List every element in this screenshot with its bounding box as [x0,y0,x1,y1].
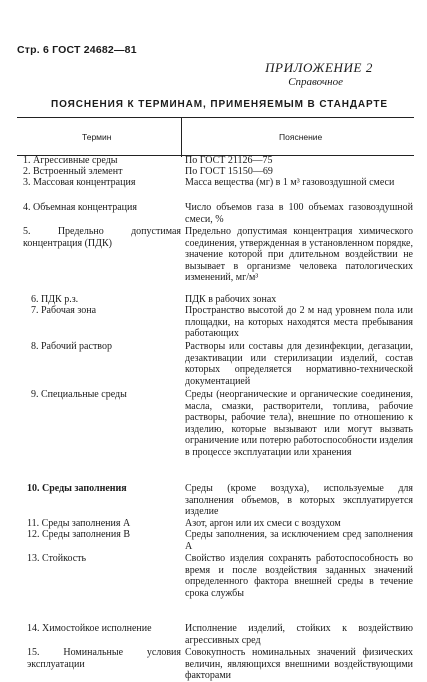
term-cell: 3. Массовая концентрация [23,177,136,188]
term-cell: 6. ПДК р.з. [31,294,79,305]
explanation-cell: Среды (кроме воздуха), используемые для заполнения объемов, в которых эксплуатируется изделие [185,483,413,518]
explanation-cell: Масса вещества (мг) в 1 м³ газовоздушной смеси [185,177,395,188]
appendix-label: ПРИЛОЖЕНИЕ 2 [265,60,373,75]
term-cell: 5. Предельно допустимая концентрация (ПДК) [23,226,181,249]
term-cell: 11. Среды заполнения А [27,518,131,529]
explanation-cell: ПДК в рабочих зонах [185,294,277,305]
appendix-type: Справочное [288,76,343,88]
explanation-cell: Растворы или составы для дезинфекции, дегазации, дезактивации или стерилизации изделий, состав которых определяется нормативно-технической документацией [185,341,413,387]
term-cell: 10. Среды заполнения [27,483,127,494]
explanation-cell: Предельно допустимая концентрация химического соединения, утвержденная в установленном порядке, значение которой при длительном воздействии не вызывает в организме человека патологических изменений, мг/м³ [185,226,413,284]
column-header-explanation: Пояснение [279,132,323,142]
explanation-cell: Среды (неорганические и органические соединения, масла, смазки, растворители, топлива, рабочие растворы, рабочие тела), внешние по отношению к изделию, которые вызывают или могут вызвать ограничение или потерю работоспособности изделия в процессе эксплуатации или хранения [185,389,413,458]
table-top-rule [17,117,414,118]
explanation-cell: Число объемов газа в 100 объемах газовоздушной смеси, % [185,202,413,225]
explanation-cell: Среды заполнения, за исключением сред заполнения А [185,529,413,552]
explanation-cell: Исполнение изделий, стойких к воздействию агрессивных сред [185,623,413,646]
term-cell: 15. Номинальные условия эксплуатации [27,647,181,670]
explanation-cell: Азот, аргон или их смеси с воздухом [185,518,341,529]
term-cell: 12. Среды заполнения В [27,529,131,540]
explanation-cell: Пространство высотой до 2 м над уровнем пола или площадки, на которых находятся места пребывания работающих [185,305,413,340]
term-cell: 2. Встроенный элемент [23,166,123,177]
term-cell: 13. Стойкость [27,553,87,564]
term-cell: 14. Химостойкое исполнение [27,623,152,634]
term-cell: 9. Специальные среды [31,389,127,400]
term-cell: 7. Рабочая зона [31,305,97,316]
column-divider [181,117,182,157]
explanation-cell: Совокупность номинальных значений физических величин, являющихся внешними воздействующими факторами [185,647,413,682]
page-reference: Стр. 6 ГОСТ 24682—81 [17,44,137,56]
term-cell: 1. Агрессивные среды [23,155,118,166]
column-header-term: Термин [82,132,112,142]
explanation-cell: Свойство изделия сохранять работоспособность во время и после воздействия заданных значений определенного фактора внешней среды в течение срока службы [185,553,413,599]
explanation-cell: По ГОСТ 15150—69 [185,166,273,177]
term-cell: 8. Рабочий раствор [31,341,112,352]
section-title: ПОЯСНЕНИЯ К ТЕРМИНАМ, ПРИМЕНЯЕМЫМ В СТАНДАРТЕ [51,99,388,110]
explanation-cell: По ГОСТ 21126—75 [185,155,273,166]
term-cell: 4. Объемная концентрация [23,202,137,213]
